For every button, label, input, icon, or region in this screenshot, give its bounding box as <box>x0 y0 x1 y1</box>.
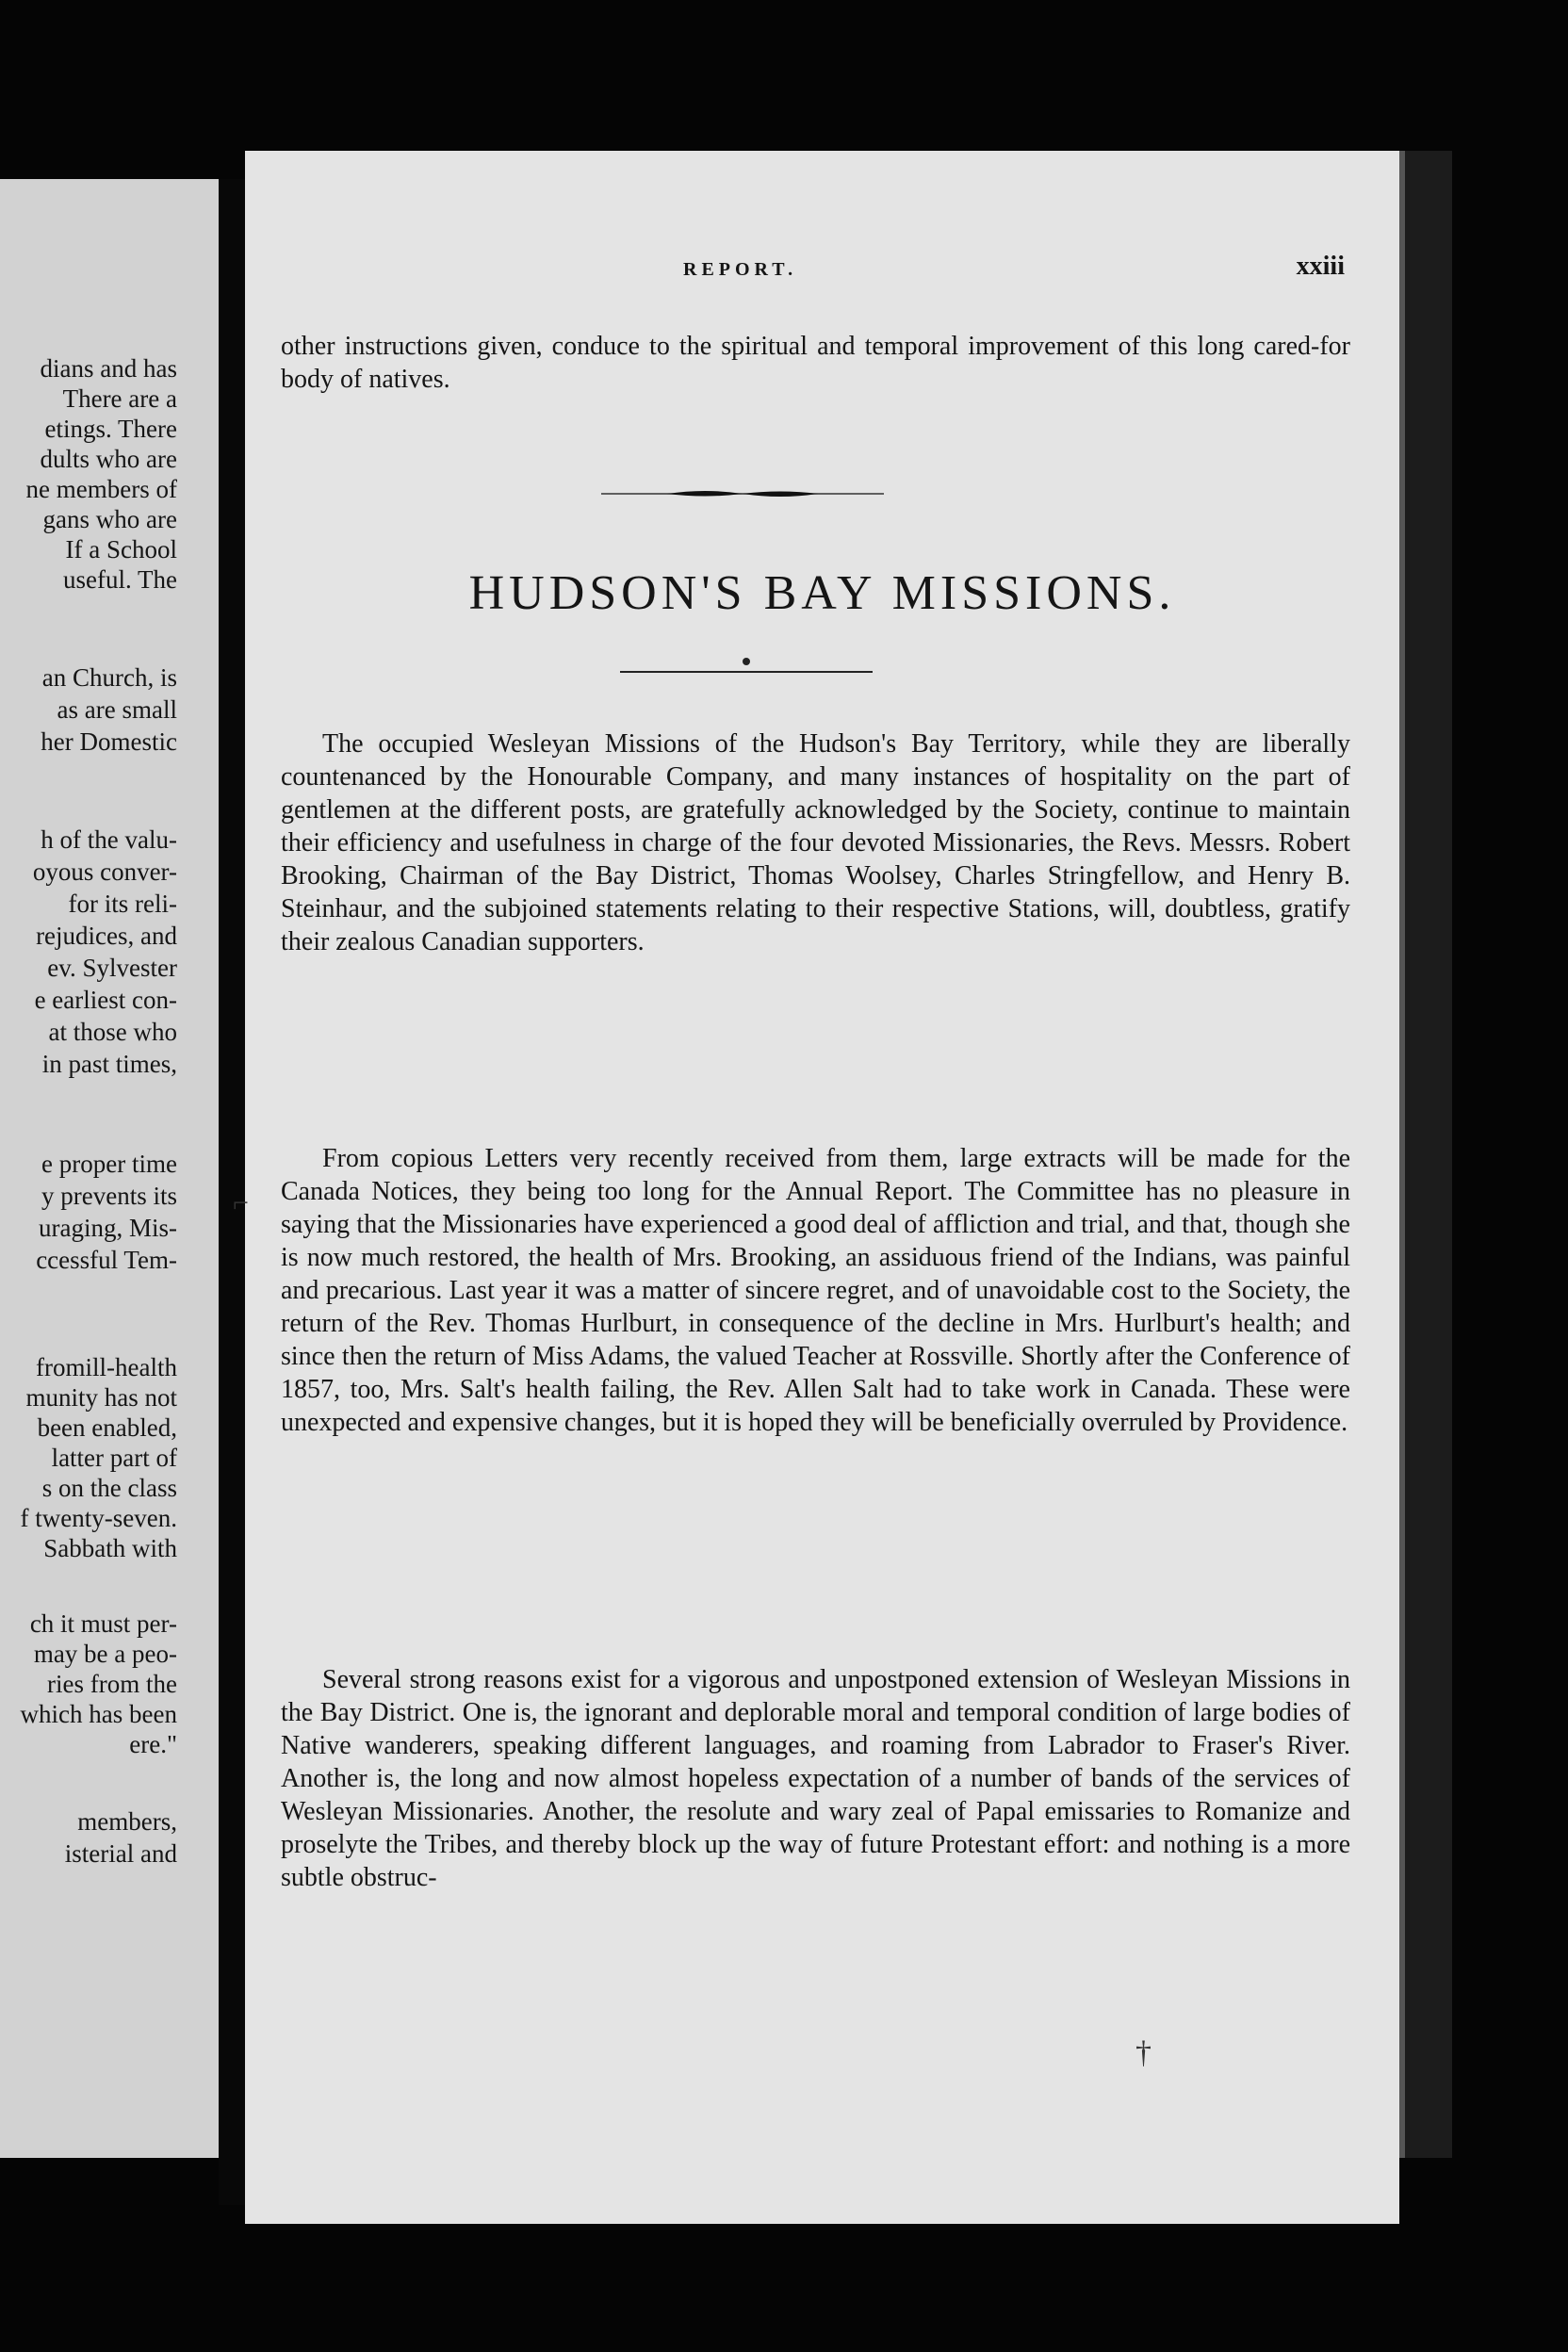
paragraph-1: The occupied Wesleyan Missions of the Hudson's Bay Territory, while they are liberally countenanced by the Honourable Company, and many instances of hospitality on the part of gentlemen at the different posts, are gratefully acknowledged by the Society, continue to maintain their efficiency and usefulness in charge of the four devoted Missionaries, the Revs. Messrs. Robert Brooking, Chairman of the Bay District, Thomas Woolsey, Charles Stringfellow, and Henry B. Steinhaur, and the subjoined statements relating to their respective Stations, will, doubtless, gratify their zealous Canadian supporters. <box>281 729 1350 956</box>
left-line: for its reli- <box>68 890 177 918</box>
paragraph-2: From copious Letters very recently received from them, large extracts will be made for the Canada Notices, they being too long for the Annual Report. The Committee has no pleasure in saying that the Missionaries have experienced a good deal of affliction and trial, and that, though she is now much restored, the health of Mrs. Brooking, an assiduous friend of the Indians, was painful and precarious. Last year it was a matter of sincere regret, and of unavoidable cost to the Society, the return of the Rev. Thomas Hurlburt, in consequence of the decline in Mrs. Hurlburt's health; and since then the return of Miss Adams, the valued Teacher at Rossville. Shortly after the Conference of 1857, too, Mrs. Salt's health failing, the Rev. Allen Salt had to take work in Canada. These were unexpected and expensive changes, but it is hoped they will be beneficially overruled by Providence. <box>281 1144 1350 1437</box>
left-line: useful. The <box>63 565 177 594</box>
left-line: ere." <box>129 1730 177 1758</box>
left-line: been enabled, <box>37 1413 177 1442</box>
left-line: s on the class <box>41 1474 177 1502</box>
left-line: h of the valu- <box>41 825 177 854</box>
pencil-mark: ⌐ <box>233 1187 249 1218</box>
left-line: ev. Sylvester <box>47 954 177 982</box>
left-line: uraging, Mis- <box>39 1214 177 1242</box>
left-line: which has been <box>20 1700 177 1728</box>
left-line: at those who <box>48 1018 177 1046</box>
left-line: e earliest con- <box>34 986 177 1014</box>
left-line: isterial and <box>64 1839 177 1868</box>
book-edge <box>1399 151 1452 2158</box>
left-line: ch it must per- <box>29 1609 177 1638</box>
paragraph-3: Several strong reasons exist for a vigorous and unpostponed extension of Wesleyan Missions in the Bay District. One is, the ignorant and deplorable moral and temporal condition of large bodies of Native wanderers, speaking different languages, and roaming from Labrador to Fraser's River. Another is, the long and now almost hopeless expectation of a number of bands of the services of Wesleyan Missionaries. Another, the resolute and wary zeal of Papal emissaries to Romanize and proselyte the Tribes, and thereby block up the way of future Protestant effort: and nothing is a more subtle obstruc- <box>281 1665 1350 1892</box>
left-line: munity has not <box>25 1383 177 1412</box>
left-line: etings. There <box>44 415 177 443</box>
title-dot <box>743 658 750 665</box>
left-line: oyous conver- <box>32 858 177 886</box>
left-line: an Church, is <box>41 663 177 692</box>
left-line: f twenty-seven. <box>20 1504 177 1532</box>
left-line: dians and has <box>40 354 177 383</box>
left-line: ccessful Tem- <box>36 1246 177 1274</box>
left-line: rejudices, and <box>36 922 177 950</box>
left-line: ne members of <box>25 475 177 503</box>
left-line: fromill-health <box>36 1353 177 1381</box>
pencil-cross-mark: † <box>1135 2035 1152 2070</box>
ornament-rule <box>601 488 884 499</box>
left-line: Sabbath with <box>43 1534 177 1562</box>
page-number: xxiii <box>1296 252 1345 281</box>
left-line: members, <box>77 1807 177 1836</box>
running-head: REPORT. <box>683 259 798 280</box>
left-line: There are a <box>62 384 177 413</box>
left-line: e proper time <box>41 1150 177 1178</box>
title-rule <box>620 671 873 673</box>
left-line: in past times, <box>41 1050 177 1078</box>
left-line: dults who are <box>40 445 177 473</box>
section-title: HUDSON'S BAY MISSIONS. <box>468 566 1176 620</box>
left-line: If a School <box>65 535 177 564</box>
left-line: her Domestic <box>41 727 177 756</box>
left-line: y prevents its <box>41 1182 177 1210</box>
intro-paragraph: other instructions given, conduce to the spiritual and temporal improvement of this long cared-for body of natives. <box>281 332 1350 394</box>
left-page <box>0 179 219 2158</box>
left-line: ries from the <box>47 1670 177 1698</box>
left-line: as are small <box>57 695 177 724</box>
left-line: latter part of <box>51 1444 177 1472</box>
left-line: may be a peo- <box>33 1640 177 1668</box>
left-line: gans who are <box>42 505 177 533</box>
right-page <box>233 151 1399 2224</box>
